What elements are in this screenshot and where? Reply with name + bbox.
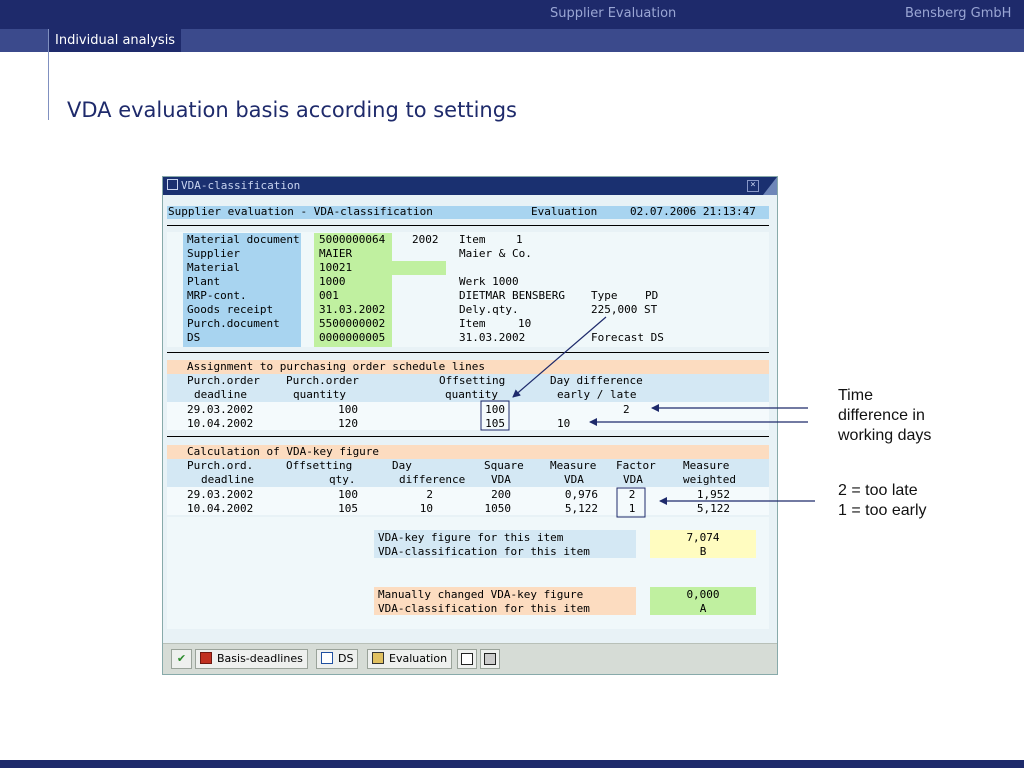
calc-row2-measure: 5,122 [564, 502, 598, 515]
assign-row1-deadline: 29.03.2002 [187, 403, 254, 416]
label-type: Type [591, 289, 618, 302]
calc-row2-factor: 1 [628, 502, 636, 515]
assign-col-deadline: Purch.order [187, 374, 260, 387]
mrp-name: DIETMAR BENSBERG [459, 289, 565, 302]
assign-row1-late: 2 [623, 403, 630, 416]
value-ds-date: 31.03.2002 [459, 331, 526, 344]
value-material-document: 5000000064 [319, 233, 386, 246]
classification-label: VDA-classification for this item [378, 545, 590, 558]
calc-col-weighted: Measure [683, 459, 730, 472]
assign-col-deadline-sub: deadline [194, 388, 247, 401]
label-material-document: Material document [187, 233, 300, 246]
label-material: Material [187, 261, 240, 274]
calc-col-day-sub: difference [399, 473, 466, 486]
factor-highlight-box [617, 488, 645, 517]
value-year: 2002 [412, 233, 439, 246]
calc-col-deadline-sub: deadline [201, 473, 254, 486]
calc-col-factor: Factor [616, 459, 656, 472]
close-icon[interactable]: × [747, 180, 759, 192]
label-purch-document: Purch.document [187, 317, 280, 330]
report-header-title: Supplier evaluation - VDA-classification [168, 205, 433, 218]
label-goods-receipt: Goods receipt [187, 303, 274, 316]
calc-row2-square: 1050 [484, 502, 511, 515]
evaluation-label: Evaluation [389, 652, 448, 665]
assignment-title: Assignment to purchasing order schedule lines [187, 360, 486, 373]
basis-deadlines-label: Basis-deadlines [217, 652, 303, 665]
calc-row1-factor: 2 [628, 488, 636, 501]
label-item: Item [459, 233, 486, 246]
page-title: VDA evaluation basis according to settings [67, 98, 517, 122]
value-purch-document: 5500000002 [319, 317, 386, 330]
factor-note [838, 481, 927, 521]
header-company: Bensberg GmbH [905, 6, 1012, 21]
calc-row2-deadline: 10.04.2002 [187, 502, 254, 515]
calc-col-deadline: Purch.ord. [187, 459, 254, 472]
assign-col-daydiff-sub: early / late [557, 388, 637, 401]
value-plant: 1000 [319, 275, 346, 288]
calc-col-square: Square [484, 459, 524, 472]
label-purch-item: Item [459, 317, 486, 330]
manual-key-label: Manually changed VDA-key figure [378, 588, 584, 601]
value-goods-receipt: 31.03.2002 [319, 303, 386, 316]
manual-key-value: 0,000 [686, 588, 720, 601]
calc-col-offsetting: Offsetting [286, 459, 353, 472]
ds-description: Forecast DS [591, 331, 664, 344]
assign-row2-early: 10 [557, 417, 571, 430]
calc-row2-diff: 10 [419, 502, 433, 515]
assign-col-daydiff: Day difference [550, 374, 643, 387]
calc-col-measure-sub: VDA [564, 473, 584, 486]
value-item: 1 [516, 233, 523, 246]
section-tab: Individual analysis [49, 29, 181, 52]
header-title: Supplier Evaluation [550, 6, 677, 21]
calc-col-square-sub: VDA [491, 473, 511, 486]
value-ds: 0000000005 [319, 331, 386, 344]
manual-class-value: A [699, 602, 707, 615]
calc-col-measure: Measure [550, 459, 597, 472]
value-material: 10021 [319, 261, 353, 274]
assign-row2-deadline: 10.04.2002 [187, 417, 254, 430]
value-purch-item: 10 [518, 317, 532, 330]
value-mrp: 001 [319, 289, 339, 302]
assign-col-quantity-sub: quantity [293, 388, 346, 401]
offsetting-highlight-box [481, 401, 509, 430]
value-type: PD [645, 289, 659, 302]
calc-col-weighted-sub: weighted [683, 473, 736, 486]
calc-row1-weighted: 1,952 [696, 488, 730, 501]
assign-row1-quantity: 100 [338, 403, 358, 416]
calc-row1-square: 200 [491, 488, 511, 501]
label-plant: Plant [187, 275, 221, 288]
checkmark-icon: ✔ [176, 652, 187, 665]
assign-row1-offsetting: 100 [485, 403, 505, 416]
time-diff-line1: Time [838, 387, 873, 404]
time-difference-note [838, 386, 931, 446]
assign-col-quantity: Purch.order [286, 374, 359, 387]
classification-value: B [699, 545, 707, 558]
value-supplier: MAIER [319, 247, 353, 260]
calc-col-offsetting-sub: qty. [329, 473, 356, 486]
report-header-evaluation: Evaluation [531, 205, 598, 218]
supplier-name: Maier & Co. [459, 247, 532, 260]
calc-title: Calculation of VDA-key figure [187, 445, 380, 458]
factor-note-line2: 1 = too early [838, 502, 927, 519]
time-diff-line3: working days [838, 427, 932, 444]
calc-row1-qty: 100 [338, 488, 358, 501]
factor-note-line1: 2 = too late [838, 482, 918, 499]
manual-class-label: VDA-classification for this item [378, 602, 590, 615]
assign-col-offsetting: Offsetting [439, 374, 506, 387]
label-dely-qty: Dely.qty. [459, 303, 519, 316]
ds-label: DS [338, 652, 354, 665]
calc-row1-diff: 2 [426, 488, 433, 501]
calc-row2-qty: 105 [338, 502, 358, 515]
calc-row1-deadline: 29.03.2002 [187, 488, 254, 501]
assign-row2-quantity: 120 [338, 417, 358, 430]
calc-row1-measure: 0,976 [564, 488, 598, 501]
calc-col-factor-sub: VDA [623, 473, 643, 486]
label-mrp: MRP-cont. [187, 289, 247, 302]
plant-name: Werk 1000 [459, 275, 519, 288]
label-supplier: Supplier [187, 247, 240, 260]
assign-col-offsetting-sub: quantity [445, 388, 498, 401]
time-diff-line2: difference in [838, 407, 925, 424]
report-header-date: 02.07.2006 21:13:47 [630, 205, 756, 218]
window-title: VDA-classification [181, 179, 301, 192]
assign-row2-offsetting: 105 [485, 417, 505, 430]
value-dely-qty: 225,000 ST [591, 303, 658, 316]
calc-row2-weighted: 5,122 [696, 502, 730, 515]
qty-arrow [513, 317, 606, 397]
label-ds: DS [187, 331, 201, 344]
calc-col-day: Day [392, 459, 412, 472]
key-figure-value: 7,074 [686, 531, 720, 544]
key-figure-label: VDA-key figure for this item [378, 531, 564, 544]
